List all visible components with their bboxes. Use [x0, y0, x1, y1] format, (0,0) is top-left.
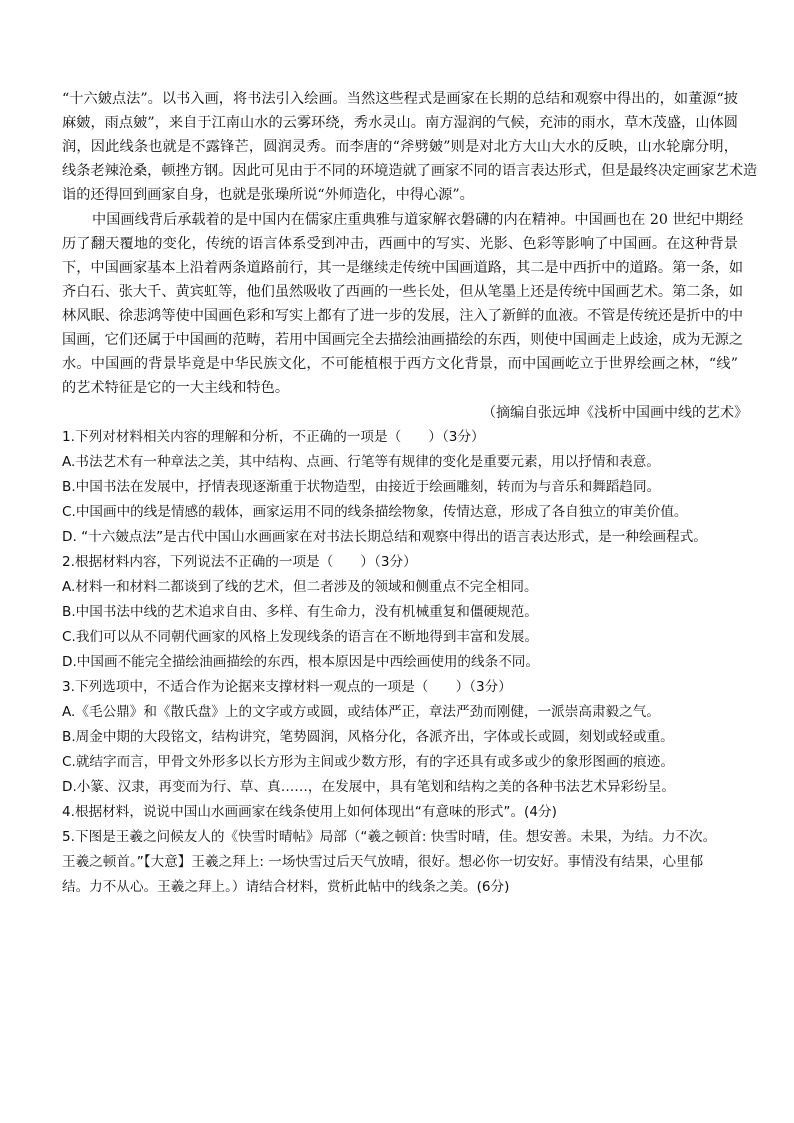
text-line: 中国画线背后承载着的是中国内在儒家庄重典雅与道家解衣磐礴的内在精神。中国画也在 20 世纪中期经 [92, 212, 744, 228]
question-2-stem: 2.根据材料内容，下列说法不正确的一项是（ ）（3分） [62, 554, 417, 570]
question-3-stem: 3.下列选项中，不适合作为论据来支撑材料一观点的一项是（ ）（3分） [62, 679, 512, 695]
question-5-stem-line-1: 5.下图是王羲之问候友人的《快雪时晴帖》局部（“羲之顿首: 快雪时晴，佳。想安善。未果，为结。力不次。 [62, 829, 717, 845]
text-line: 线条老辣沧桑，顿挫方钢。因此可见由于不同的环境造就了画家不同的语言表达形式，但是最终决定画家艺术造 [62, 163, 758, 179]
text-line: 的艺术特征是它的一大主线和特色。 [62, 380, 290, 396]
question-3-option-c: C.就结字而言，甲骨文外形多以长方形为主间或少数方形，有的字还具有或多或少的象形图画的痕迹。 [62, 754, 674, 770]
text-line: 齐白石、张大千、黄宾虹等，他们虽然吸收了西画的一些长处，但从笔墨上还是传统中国画艺术。第二条，如 [62, 284, 744, 300]
text-line: 林风眠、徐悲鸿等使中国画色彩和写实上都有了进一步的发展，注入了新鲜的血液。不管是传统还是折中的中 [62, 308, 744, 324]
text-line: 麻皴，雨点皴”，来自于江南山水的云雾环绕，秀水灵山。南方湿润的气候，充沛的雨水，草木茂盛，山体圆 [62, 115, 738, 131]
question-2-option-a: A.材料一和材料二都谈到了线的艺术，但二者涉及的领域和侧重点不完全相同。 [62, 579, 538, 595]
text-line: 诣的还得回到画家自身，也就是张璪所说“外师造化，中得心源”。 [62, 187, 474, 203]
question-1-option-c: C.中国画中的线是情感的载体，画家运用不同的线条描绘物象，传情达意，形成了各自独立的审美价值。 [62, 504, 688, 520]
text-line: 水。中国画的背景毕竟是中华民族文化，不可能植根于西方文化背景，而中国画屹立于世界绘画之林，“线” [62, 356, 738, 372]
question-3-option-b: B.周金中期的大段铭文，结构讲究，笔势圆润，风格分化，各派齐出，字体或长或圆，刻划或轻或重。 [62, 729, 674, 745]
question-2-option-b: B.中国书法中线的艺术追求自由、多样、有生命力，没有机械重复和僵硬规范。 [62, 604, 538, 620]
text-line: 历了翻天覆地的变化，传统的语言体系受到冲击，西画中的写实、光影、色彩等影响了中国画。在这种背景 [62, 236, 738, 252]
question-2-option-d: D.中国画不能完全描绘油画描绘的东西，根本原因是中西绘画使用的线条不同。 [62, 654, 539, 670]
question-1-stem: 1.下列对材料相关内容的理解和分析，不正确的一项是（ ）（3分） [62, 429, 485, 445]
question-5-stem-line-2: 王羲之顿首。”【大意】王羲之拜上: 一场快雪过后天气放晴，很好。想必你一切安好。事情没有结果，心里郁 [62, 854, 704, 870]
text-line: 国画，它们还属于中国画的范畴，若用中国画完全去描绘油画描绘的东西，则使中国画走上歧途，成为无源之 [62, 332, 744, 348]
text-line: 润，因此线条也就是不露锋芒，圆润灵秀。而李唐的“斧劈皴”则是对北方大山大水的反映，山水轮廓分明， [62, 139, 738, 155]
text-line: 下，中国画家基本上沿着两条道路前行，其一是继续走传统中国画道路，其二是中西折中的道路。第一条，如 [62, 260, 744, 276]
question-1-option-a: A.书法艺术有一种章法之美，其中结构、点画、行笔等有规律的变化是重要元素，用以抒情和表意。 [62, 454, 660, 470]
question-1-option-b: B.中国书法在发展中，抒情表现逐渐重于状物造型，由接近于绘画雕刻，转而为与音乐和舞蹈趋同。 [62, 479, 661, 495]
question-3-option-d: D.小篆、汉隶，再变而为行、草、真……，在发展中，具有笔划和结构之美的各种书法艺术异彩纷呈。 [62, 779, 675, 795]
text-line: “十六皴点法”。以书入画，将书法引入绘画。当然这些程式是画家在长期的总结和观察中得出的，如董源“披 [62, 91, 738, 107]
source-citation: （摘编自张远坤《浅析中国画中线的艺术》 [482, 405, 748, 421]
question-4-stem: 4.根据材料，说说中国山水画画家在线条使用上如何体现出“有意味的形式”。(4分) [62, 804, 557, 820]
question-2-option-c: C.我们可以从不同朝代画家的风格上发现线条的语言在不断地得到丰富和发展。 [62, 629, 538, 645]
question-3-option-a: A.《毛公鼎》和《散氏盘》上的文字或方或圆，或结体严正，章法严劲而刚健，一派崇高肃毅之气。 [62, 704, 660, 720]
question-5-stem-line-3: 结。力不从心。王羲之拜上。）请结合材料，赏析此帖中的线条之美。(6分) [62, 879, 510, 895]
question-1-option-d: D. “十六皴点法”是古代中国山水画画家在对书法长期总结和观察中得出的语言表达形式，是一种绘画程式。 [62, 529, 707, 545]
